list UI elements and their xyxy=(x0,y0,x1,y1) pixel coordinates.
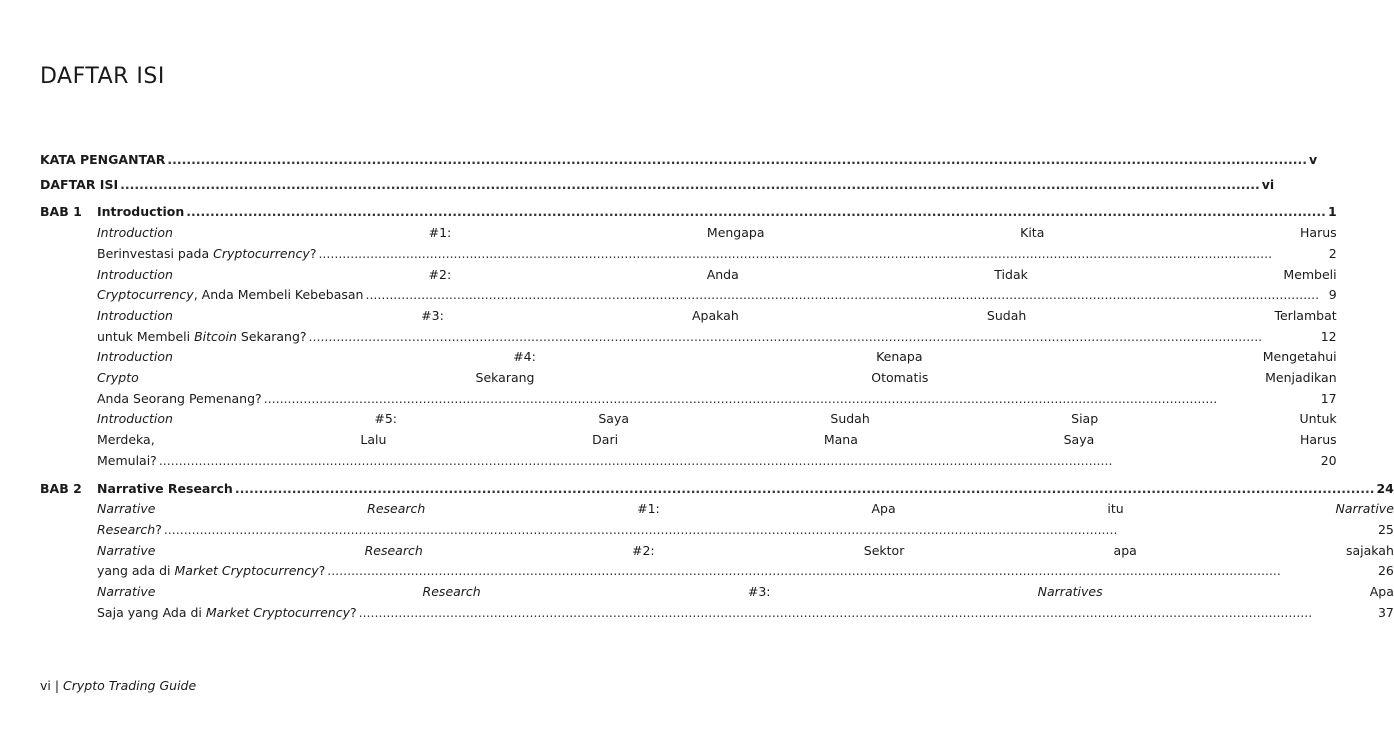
subentry-lead: Narrative Research xyxy=(97,542,423,558)
subentry-text-italic: Market Cryptocurrency xyxy=(174,563,319,579)
subentry-text-italic: Market Cryptocurrency xyxy=(205,604,350,620)
dot-leader xyxy=(159,451,1319,472)
chapter-bab-1 xyxy=(40,202,1337,471)
subentry-text: #3: xyxy=(480,584,1038,600)
subentry-text: Anda Seorang Pemenang? xyxy=(97,390,262,406)
dot-leader xyxy=(164,520,1376,541)
subentry-text-italic: Cryptocurrency xyxy=(213,245,310,261)
dot-leader xyxy=(120,175,1260,196)
toc-entry-label: DAFTAR ISI xyxy=(40,176,119,192)
subentry-text: ? xyxy=(349,604,357,620)
toc-entry-page: vi xyxy=(1261,176,1275,192)
dot-leader xyxy=(359,603,1376,624)
toc-entry-page: 37 xyxy=(1377,604,1394,620)
toc-subentry-1-2[interactable] xyxy=(97,265,1337,306)
subentry-text: yang ada di xyxy=(97,563,175,579)
subentry-lead: Narrative Research xyxy=(97,501,426,517)
chapter-number: BAB 2 xyxy=(40,480,82,496)
subentry-text: #2: Sektor apa sajakah xyxy=(422,542,1394,558)
subentry-text-italic: Crypto xyxy=(97,370,139,386)
subentry-text: Apa xyxy=(1102,584,1394,600)
toc-subentry-2-1[interactable] xyxy=(97,499,1394,540)
subentry-text-italic: Narrative xyxy=(1335,501,1394,517)
subentry-text: #2: Anda Tidak Membeli xyxy=(172,266,1337,282)
subentry-lead: Introduction xyxy=(97,349,173,365)
subentry-text: Berinvestasi pada xyxy=(97,245,214,261)
dot-leader xyxy=(309,327,1319,348)
toc-entry-page: 17 xyxy=(1320,390,1337,406)
toc-subentry-1-3[interactable] xyxy=(97,306,1337,347)
subentry-lead: Narrative Research xyxy=(97,584,481,600)
subentry-text: #3: Apakah Sudah Terlambat xyxy=(172,307,1337,323)
subentry-text: untuk Membeli xyxy=(97,328,195,344)
toc-subentry-1-1[interactable] xyxy=(97,223,1337,264)
subentry-text: Sekarang Otomatis Menjadikan xyxy=(138,370,1337,386)
subentry-text: ? xyxy=(318,563,326,579)
toc-entry-page: 26 xyxy=(1377,563,1394,579)
subentry-text: #4: Kenapa Mengetahui xyxy=(172,349,1337,365)
subentry-text: #1: Mengapa Kita Harus xyxy=(172,225,1337,241)
dot-leader xyxy=(264,389,1319,410)
toc-entry-page: 9 xyxy=(1328,287,1337,303)
subentry-text: Saja yang Ada di xyxy=(97,604,206,620)
subentry-text: , Anda Membeli Kebebasan xyxy=(193,287,364,303)
dot-leader xyxy=(365,285,1326,306)
toc-entry-chapter-2[interactable] xyxy=(97,479,1394,500)
dot-leader xyxy=(186,202,1326,223)
subentry-text: ? xyxy=(155,521,162,537)
subentry-text: ? xyxy=(309,245,317,261)
footer-separator: | xyxy=(50,678,64,693)
dot-leader xyxy=(167,150,1307,171)
toc-entry-page: 1 xyxy=(1327,204,1337,220)
toc-entry-page: 12 xyxy=(1320,328,1337,344)
dot-leader xyxy=(327,561,1376,582)
page-footer xyxy=(40,678,196,693)
toc-entry-page: 25 xyxy=(1377,521,1394,537)
subentry-text-italic: Bitcoin xyxy=(194,328,237,344)
toc-entry-page: 20 xyxy=(1320,452,1337,468)
chapter-number: BAB 1 xyxy=(40,204,82,220)
toc-subentry-1-4[interactable] xyxy=(97,347,1337,409)
toc-subentry-2-2[interactable] xyxy=(97,541,1394,582)
toc-entry-label: KATA PENGANTAR xyxy=(40,152,166,167)
page-title: DAFTAR ISI xyxy=(40,64,165,89)
toc-entry-label: Narrative Research xyxy=(97,480,233,496)
subentry-text-italic: Cryptocurrency xyxy=(97,287,194,303)
chapter-bab-2 xyxy=(40,479,1394,624)
subentry-text-italic: Research xyxy=(97,521,156,537)
toc-subentry-1-5[interactable] xyxy=(97,409,1337,471)
dot-leader xyxy=(235,479,1375,500)
toc-entry-label: Introduction xyxy=(97,204,185,220)
toc-entry-page: 2 xyxy=(1328,245,1337,261)
toc-entry-kata-pengantar[interactable] xyxy=(40,150,1318,171)
toc-entry-daftar-isi[interactable] xyxy=(40,175,1275,196)
subentry-lead: Introduction xyxy=(97,307,173,323)
subentry-text: Memulai? xyxy=(97,452,157,468)
subentry-lead: Introduction xyxy=(97,225,173,241)
footer-book-title: Crypto Trading Guide xyxy=(63,678,197,693)
footer-page-number: vi xyxy=(40,678,51,693)
subentry-lead: Introduction xyxy=(97,266,173,282)
toc-subentry-2-3[interactable] xyxy=(97,582,1394,623)
subentry-text-italic: Narratives xyxy=(1037,584,1103,600)
toc-entry-page: 24 xyxy=(1376,480,1394,496)
subentry-text: Merdeka, Lalu Dari Mana Saya Harus xyxy=(97,432,1337,448)
toc-entry-chapter-1[interactable] xyxy=(97,202,1337,223)
subentry-text: #1: Apa itu xyxy=(425,501,1336,517)
subentry-text: Sekarang? xyxy=(236,328,307,344)
table-of-contents xyxy=(40,150,1394,623)
subentry-lead: Introduction xyxy=(97,411,173,427)
subentry-text: #5: Saya Sudah Siap Untuk xyxy=(172,411,1337,427)
toc-entry-page: v xyxy=(1309,152,1318,167)
dot-leader xyxy=(318,244,1326,265)
